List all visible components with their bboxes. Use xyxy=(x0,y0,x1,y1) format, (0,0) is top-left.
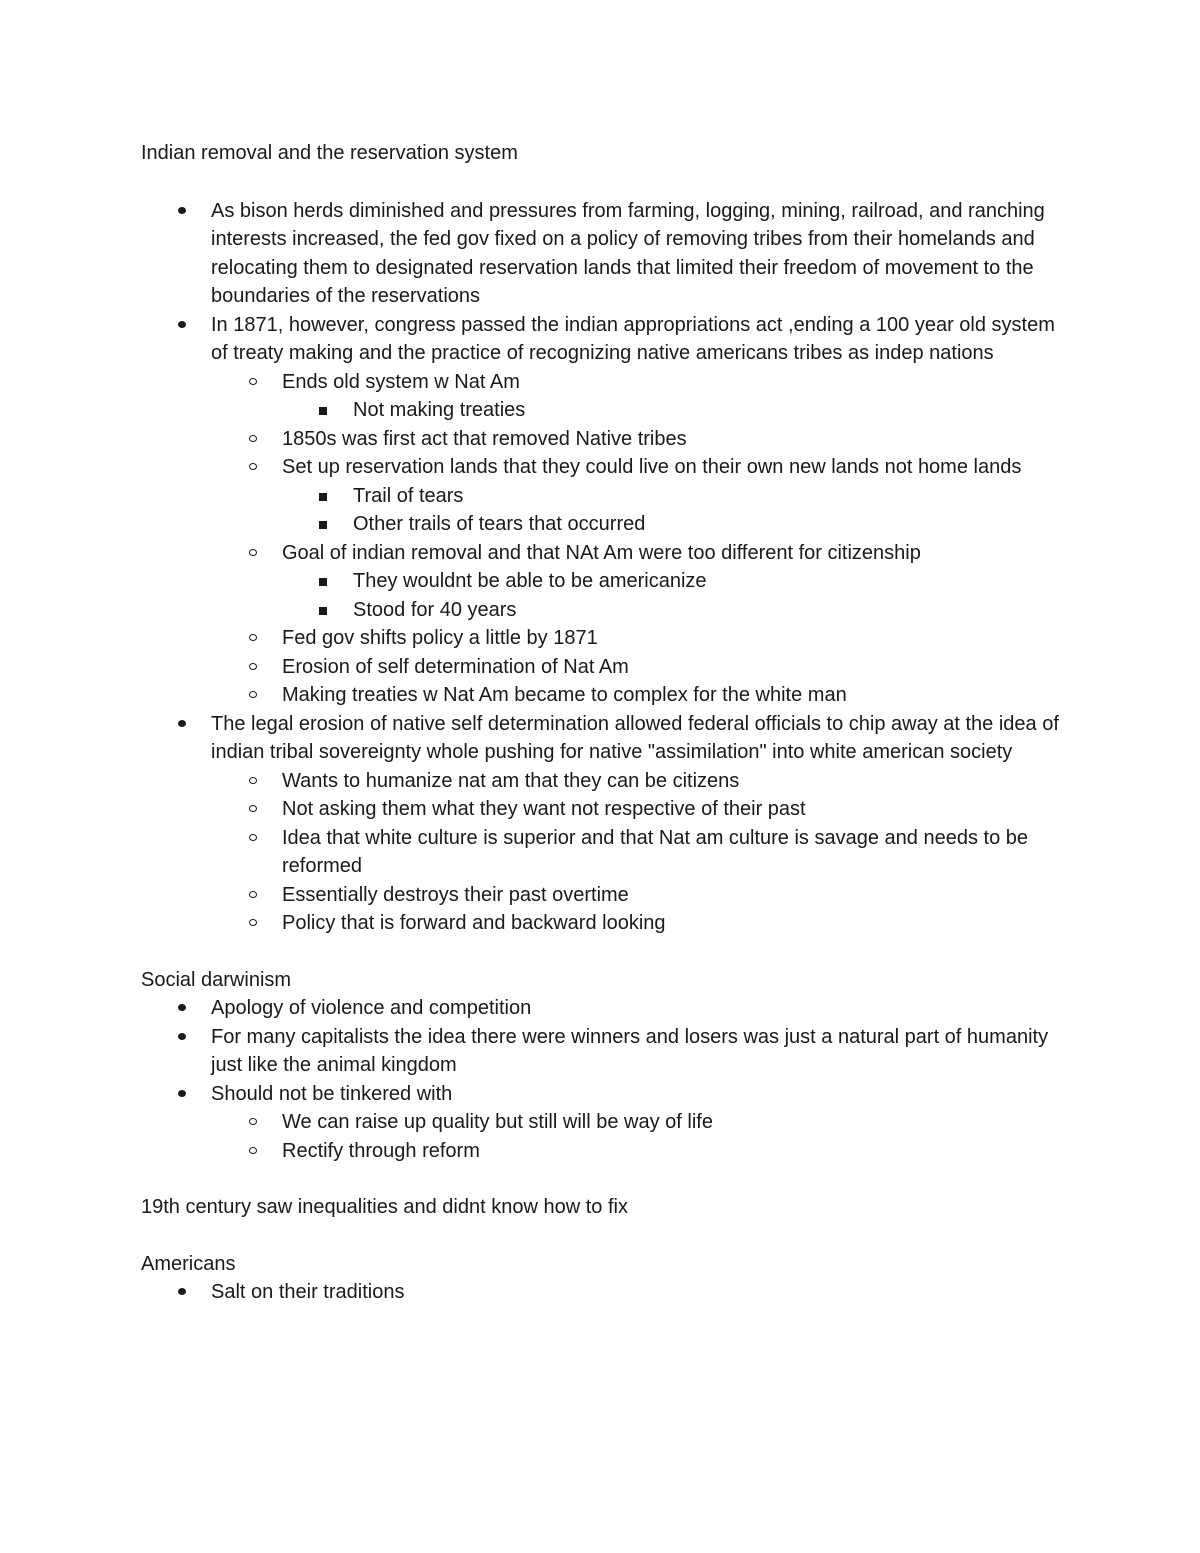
sub-list-item-text: Policy that is forward and backward looking xyxy=(282,912,666,934)
sub-list-item xyxy=(211,795,1071,824)
sub-sub-list-item xyxy=(282,482,1071,511)
hollow-bullet-icon xyxy=(249,435,257,442)
section-heading: Indian removal and the reservation system xyxy=(141,142,518,164)
section-heading: Social darwinism xyxy=(141,968,292,991)
square-bullet-icon xyxy=(319,578,327,586)
hollow-bullet-icon xyxy=(249,834,257,841)
sub-sub-list-item xyxy=(282,567,1071,596)
filled-bullet-icon xyxy=(178,1288,186,1295)
sub-list-item-text: Erosion of self determination of Nat Am xyxy=(282,655,629,678)
section-social-darwinism xyxy=(141,966,1071,1166)
list-item-text: Salt on their traditions xyxy=(211,1281,405,1303)
sub-list-item xyxy=(211,653,1071,682)
hollow-bullet-icon xyxy=(249,663,257,670)
list-item xyxy=(141,994,1071,1023)
list-item-text: The legal erosion of native self determination allowed federal officials to chip away at the idea of indian tribal sovereignty whole pushing for native "assimilation" into white american society xyxy=(211,712,1059,763)
sub-sub-list xyxy=(282,396,1071,425)
sub-sub-list-item xyxy=(282,596,1071,625)
bullet-list xyxy=(141,1278,1071,1307)
sub-list-item-text: Wants to humanize nat am that they can be citizens xyxy=(282,769,740,792)
sub-sub-list-item-text: Other trails of tears that occurred xyxy=(353,513,646,535)
sub-list-item xyxy=(211,767,1071,796)
sub-list-item-text: Essentially destroys their past overtime xyxy=(282,883,629,906)
hollow-bullet-icon xyxy=(249,805,257,812)
hollow-bullet-icon xyxy=(249,919,257,926)
filled-bullet-icon xyxy=(178,321,186,328)
section-americans xyxy=(141,1250,1071,1307)
sub-sub-list-item xyxy=(282,396,1071,425)
hollow-bullet-icon xyxy=(249,1147,257,1154)
sub-list-item-text: Idea that white culture is superior and that Nat am culture is savage and needs to be reformed xyxy=(282,826,1028,877)
sub-list-item xyxy=(211,1108,1071,1137)
sub-sub-list-item-text: They wouldnt be able to be americanize xyxy=(353,570,707,592)
list-item xyxy=(141,197,1071,311)
square-bullet-icon xyxy=(319,493,327,501)
list-item-text: Should not be tinkered with xyxy=(211,1082,453,1105)
sub-list-item-text: Not asking them what they want not respective of their past xyxy=(282,798,806,820)
sub-sub-list-item-text: Not making treaties xyxy=(353,399,526,421)
hollow-bullet-icon xyxy=(249,378,257,385)
sub-list-item-text: Rectify through reform xyxy=(282,1139,480,1162)
list-item xyxy=(141,311,1071,710)
square-bullet-icon xyxy=(319,521,327,529)
list-item xyxy=(141,1080,1071,1166)
sub-list-item-text: Goal of indian removal and that NAt Am were too different for citizenship xyxy=(282,541,921,564)
hollow-bullet-icon xyxy=(249,549,257,556)
hollow-bullet-icon xyxy=(249,691,257,698)
filled-bullet-icon xyxy=(178,1090,186,1097)
sub-list xyxy=(211,368,1071,710)
sub-list-item-text: Fed gov shifts policy a little by 1871 xyxy=(282,627,598,649)
sub-list-item-text: We can raise up quality but still will be way of life xyxy=(282,1111,713,1133)
list-item xyxy=(141,710,1071,938)
sub-list-item xyxy=(211,453,1071,539)
bullet-list xyxy=(141,994,1071,1165)
filled-bullet-icon xyxy=(178,1004,186,1011)
sub-sub-list-item-text: Trail of tears xyxy=(353,484,464,507)
sub-sub-list-item xyxy=(282,510,1071,539)
sub-list-item xyxy=(211,368,1071,425)
list-item-text: For many capitalists the idea there were winners and losers was just a natural part of humanity just like the animal kingdom xyxy=(211,1025,1049,1076)
sub-list-item xyxy=(211,824,1071,881)
list-item xyxy=(141,1278,1071,1307)
list-item-text: As bison herds diminished and pressures from farming, logging, mining, railroad, and ranching interests increased, the fed gov fixed on a policy of removing tribes from their homelands and relocating them to designated reservation lands that limited their freedom of movement to the boundaries of the reservations xyxy=(211,199,1045,307)
sub-list xyxy=(211,767,1071,938)
sub-list-item-text: Ends old system w Nat Am xyxy=(282,370,520,393)
list-item-text: In 1871, however, congress passed the indian appropriations act ,ending a 100 year old system of treaty making and the practice of recognizing native americans tribes as indep nations xyxy=(211,313,1055,364)
sub-list-item xyxy=(211,881,1071,910)
filled-bullet-icon xyxy=(178,1033,186,1040)
hollow-bullet-icon xyxy=(249,777,257,784)
sub-list-item xyxy=(211,681,1071,710)
sub-sub-list-item-text: Stood for 40 years xyxy=(353,598,517,621)
hollow-bullet-icon xyxy=(249,891,257,898)
sub-sub-list xyxy=(282,482,1071,539)
hollow-bullet-icon xyxy=(249,1118,257,1125)
filled-bullet-icon xyxy=(178,720,186,727)
document-body xyxy=(141,139,1071,1307)
hollow-bullet-icon xyxy=(249,463,257,470)
square-bullet-icon xyxy=(319,607,327,615)
hollow-bullet-icon xyxy=(249,634,257,641)
sub-list-item xyxy=(211,425,1071,454)
list-item xyxy=(141,1023,1071,1080)
section-heading: Americans xyxy=(141,1252,236,1275)
sub-list-item xyxy=(211,909,1071,938)
bullet-list xyxy=(141,197,1071,938)
section-heading: 19th century saw inequalities and didnt know how to fix xyxy=(141,1196,628,1218)
sub-list-item-text: 1850s was first act that removed Native tribes xyxy=(282,427,687,450)
sub-list-item xyxy=(211,624,1071,653)
section-indian-removal xyxy=(141,139,1071,938)
sub-list-item-text: Making treaties w Nat Am became to complex for the white man xyxy=(282,684,847,706)
sub-list-item-text: Set up reservation lands that they could live on their own new lands not home lands xyxy=(282,456,1022,478)
list-item-text: Apology of violence and competition xyxy=(211,997,532,1019)
section-19th-century xyxy=(141,1193,1071,1222)
sub-list xyxy=(211,1108,1071,1165)
sub-list-item xyxy=(211,1137,1071,1166)
sub-list-item xyxy=(211,539,1071,625)
sub-sub-list xyxy=(282,567,1071,624)
filled-bullet-icon xyxy=(178,207,186,214)
square-bullet-icon xyxy=(319,407,327,415)
